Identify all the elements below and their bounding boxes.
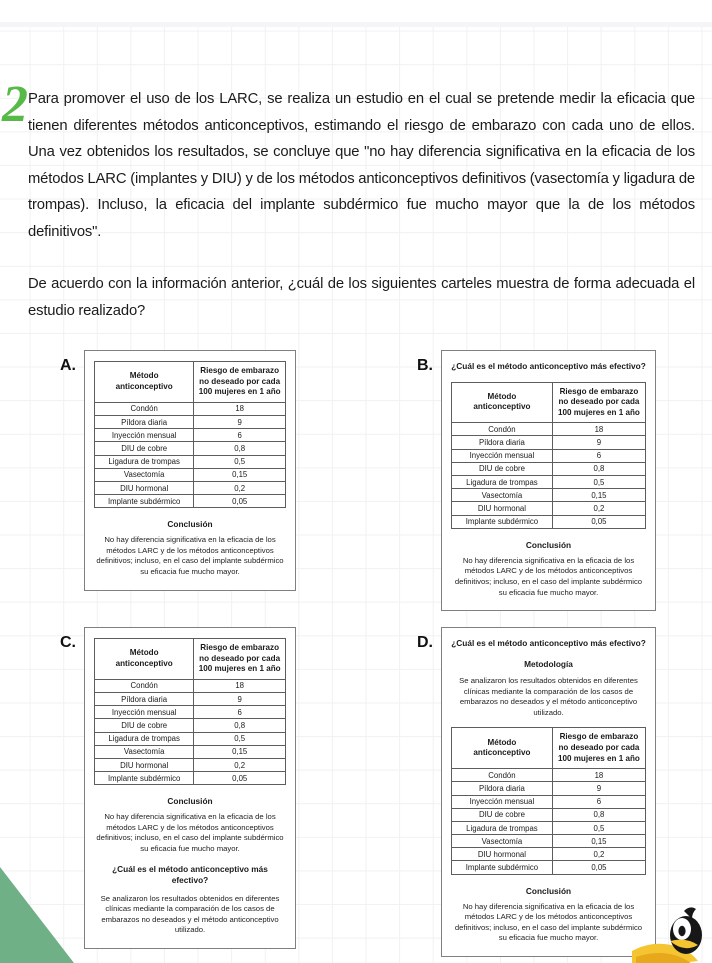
option-a-table: [94, 361, 286, 508]
table-row: [452, 782, 646, 795]
table-row: [452, 795, 646, 808]
table-header-method: Método anticonceptivo: [452, 728, 553, 769]
cell-risk: 18: [194, 679, 286, 692]
option-d-methodology-text: Se analizaron los resultados obtenidos en diferentes clínicas mediante la comparación de los casos de embarazos no deseados y el método anticonceptivo utilizado.: [459, 676, 638, 717]
cell-method: Inyección mensual: [452, 795, 553, 808]
cell-method: Inyección mensual: [95, 706, 194, 719]
page-top-band: [0, 0, 712, 22]
table-row: [452, 848, 646, 861]
cell-risk: 0,8: [194, 442, 286, 455]
cell-risk: 0,05: [552, 515, 645, 528]
table-row: [95, 732, 286, 745]
table-row: [452, 449, 646, 462]
cell-risk: 0,2: [552, 502, 645, 515]
option-d-methodology-head: Metodología: [524, 658, 573, 669]
question-number-glyph: 2: [2, 76, 28, 132]
option-b-title: ¿Cuál es el método anticonceptivo más efectivo?: [451, 361, 646, 371]
cell-risk: 0,5: [194, 455, 286, 468]
table-row: [95, 442, 286, 455]
table-row: [95, 468, 286, 481]
table-row: [95, 719, 286, 732]
option-d-title: ¿Cuál es el método anticonceptivo más efectivo?: [451, 638, 646, 648]
option-c-table-body: [95, 679, 286, 785]
table-row: [452, 476, 646, 489]
cell-risk: 0,5: [194, 732, 286, 745]
cell-method: Vasectomía: [452, 489, 553, 502]
cell-risk: 0,05: [194, 772, 286, 785]
cell-risk: 9: [194, 692, 286, 705]
cell-risk: 0,2: [194, 481, 286, 494]
table-header-risk: Riesgo de embarazo no deseado por cada 100 mujeres en 1 año: [552, 382, 645, 423]
option-a-letter: A.: [60, 357, 76, 374]
table-header-method: Método anticonceptivo: [95, 639, 194, 680]
table-header-row: [95, 639, 286, 680]
cell-method: Vasectomía: [452, 835, 553, 848]
cell-risk: 0,5: [552, 821, 645, 834]
stem-paragraph-2: De acuerdo con la información anterior, ¿cuál de los siguientes carteles muestra de forma adecuada el estudio realizado?: [28, 276, 695, 319]
cell-method: Implante subdérmico: [95, 495, 194, 508]
cell-risk: 0,15: [194, 745, 286, 758]
stem-paragraph-1: Para promover el uso de los LARC, se realiza un estudio en el cual se pretende medir la eficacia que tienen diferentes métodos anticonceptivos, estimando el riesgo de embarazo con cada uno de ellos. Una vez obtenidos los resultados, se concluye que "no hay diferencia significativa en la eficacia de los métodos LARC (implantes y DIU) y de los métodos anticonceptivos definitivos (vasectomía y ligadura de trompas). Incluso, la eficacia del implante subdérmico fue mucho mayor que la de los métodos definitivos".: [28, 91, 695, 240]
table-header-risk: Riesgo de embarazo no deseado por cada 100 mujeres en 1 año: [194, 639, 286, 680]
table-row: [95, 415, 286, 428]
cell-risk: 0,5: [552, 476, 645, 489]
cell-method: Píldora diaria: [95, 692, 194, 705]
cell-risk: 0,2: [194, 758, 286, 771]
table-header-row: [452, 728, 646, 769]
table-row: [95, 402, 286, 415]
cell-risk: 0,8: [194, 719, 286, 732]
option-a-table-body: [95, 402, 286, 508]
cell-risk: 6: [552, 449, 645, 462]
cell-risk: 6: [552, 795, 645, 808]
table-row: [452, 861, 646, 874]
cell-risk: 0,8: [552, 808, 645, 821]
cell-method: DIU hormonal: [452, 848, 553, 861]
cell-method: Ligadura de trompas: [95, 455, 194, 468]
cell-method: DIU de cobre: [452, 808, 553, 821]
option-c-title: ¿Cuál es el método anticonceptivo más efectivo?: [112, 863, 268, 886]
option-d-poster: [441, 627, 656, 957]
cell-method: Condón: [95, 402, 194, 415]
cell-method: Condón: [452, 769, 553, 782]
table-header-risk: Riesgo de embarazo no deseado por cada 100 mujeres en 1 año: [194, 362, 286, 403]
table-row: [95, 706, 286, 719]
cell-method: DIU hormonal: [95, 481, 194, 494]
cell-method: DIU hormonal: [95, 758, 194, 771]
option-d[interactable]: [417, 627, 656, 957]
option-b-letter: B.: [417, 357, 433, 374]
table-row: [95, 429, 286, 442]
option-b-table: [451, 382, 646, 529]
table-row: [452, 489, 646, 502]
cell-method: DIU de cobre: [452, 462, 553, 475]
option-b-table-body: [452, 423, 646, 529]
option-b-poster: [441, 350, 656, 611]
cell-risk: 9: [552, 436, 645, 449]
table-row: [452, 436, 646, 449]
option-d-table-body: [452, 769, 646, 875]
foliage-decoration-icon: [0, 0, 106, 28]
question-number: [0, 76, 30, 132]
cell-method: Inyección mensual: [452, 449, 553, 462]
option-a-conclusion-text: No hay diferencia significativa en la eficacia de los métodos LARC y de los métodos anticonceptivos definitivos; incluso, en el caso del implante subdérmico su eficacia fue mucho mayor.: [96, 535, 284, 577]
table-row: [95, 745, 286, 758]
table-row: [452, 462, 646, 475]
cell-method: Píldora diaria: [452, 782, 553, 795]
table-row: [95, 495, 286, 508]
table-row: [452, 502, 646, 515]
cell-method: Inyección mensual: [95, 429, 194, 442]
cell-method: Implante subdérmico: [95, 772, 194, 785]
option-d-conclusion-text: No hay diferencia significativa en la eficacia de los métodos LARC y de los métodos anticonceptivos definitivos; incluso, en el caso del implante subdérmico su eficacia fue mucho mayor.: [454, 901, 643, 943]
option-c-conclusion-head: Conclusión: [167, 796, 213, 807]
cell-risk: 18: [552, 423, 645, 436]
option-c-poster: [84, 627, 296, 949]
option-b-conclusion-head: Conclusión: [525, 539, 572, 550]
option-a-conclusion-head: Conclusión: [167, 519, 213, 530]
table-row: [452, 769, 646, 782]
cell-risk: 9: [552, 782, 645, 795]
table-header-method: Método anticonceptivo: [95, 362, 194, 403]
cell-risk: 0,15: [194, 468, 286, 481]
option-a-poster: [84, 350, 296, 591]
cell-risk: 18: [552, 769, 645, 782]
cell-method: Vasectomía: [95, 468, 194, 481]
option-c[interactable]: [60, 627, 296, 949]
cell-risk: 6: [194, 429, 286, 442]
cell-risk: 0,2: [552, 848, 645, 861]
cell-method: DIU de cobre: [95, 719, 194, 732]
cell-method: Implante subdérmico: [452, 515, 553, 528]
option-d-conclusion-head: Conclusión: [525, 885, 572, 896]
cell-risk: 0,8: [552, 462, 645, 475]
cell-method: DIU de cobre: [95, 442, 194, 455]
cell-method: Ligadura de trompas: [95, 732, 194, 745]
table-row: [95, 758, 286, 771]
option-c-conclusion-text: No hay diferencia significativa en la eficacia de los métodos LARC y de los métodos anticonceptivos definitivos; incluso, en el caso del implante subdérmico su eficacia fue mucho mayor.: [96, 812, 284, 854]
cell-risk: 0,05: [552, 861, 645, 874]
cell-method: Condón: [95, 679, 194, 692]
option-c-table: [94, 638, 286, 785]
option-d-table: [451, 727, 646, 874]
option-a[interactable]: [60, 350, 296, 591]
cell-risk: 0,05: [194, 495, 286, 508]
cell-method: Condón: [452, 423, 553, 436]
table-header-risk: Riesgo de embarazo no deseado por cada 100 mujeres en 1 año: [552, 728, 645, 769]
question-stem: [28, 86, 695, 324]
cell-risk: 0,15: [552, 835, 645, 848]
cell-risk: 0,15: [552, 489, 645, 502]
option-d-letter: D.: [417, 634, 433, 651]
cell-method: Implante subdérmico: [452, 861, 553, 874]
table-row: [452, 808, 646, 821]
table-row: [95, 772, 286, 785]
table-header-row: [452, 382, 646, 423]
table-row: [95, 679, 286, 692]
cell-risk: 18: [194, 402, 286, 415]
table-row: [452, 515, 646, 528]
cell-method: Píldora diaria: [452, 436, 553, 449]
table-row: [95, 692, 286, 705]
cell-method: Ligadura de trompas: [452, 821, 553, 834]
table-row: [452, 835, 646, 848]
table-row: [452, 821, 646, 834]
option-c-methodology-text: Se analizaron los resultados obtenidos en diferentes clínicas mediante la comparación de los casos de embarazos no deseados y el método anticonceptivo utilizado.: [100, 893, 280, 935]
option-c-letter: C.: [60, 634, 76, 651]
cell-risk: 9: [194, 415, 286, 428]
table-header-row: [95, 362, 286, 403]
cartoon-top-decoration-icon: [527, 0, 712, 26]
cell-method: Píldora diaria: [95, 415, 194, 428]
table-header-method: Método anticonceptivo: [452, 382, 553, 423]
table-row: [95, 455, 286, 468]
option-b-conclusion-text: No hay diferencia significativa en la eficacia de los métodos LARC y de los métodos anticonceptivos definitivos; incluso, en el caso del implante subdérmico su eficacia fue mucho mayor.: [454, 555, 643, 597]
cell-risk: 6: [194, 706, 286, 719]
table-row: [95, 481, 286, 494]
cell-method: Vasectomía: [95, 745, 194, 758]
option-b[interactable]: [417, 350, 656, 611]
cell-method: Ligadura de trompas: [452, 476, 553, 489]
table-row: [452, 423, 646, 436]
cell-method: DIU hormonal: [452, 502, 553, 515]
